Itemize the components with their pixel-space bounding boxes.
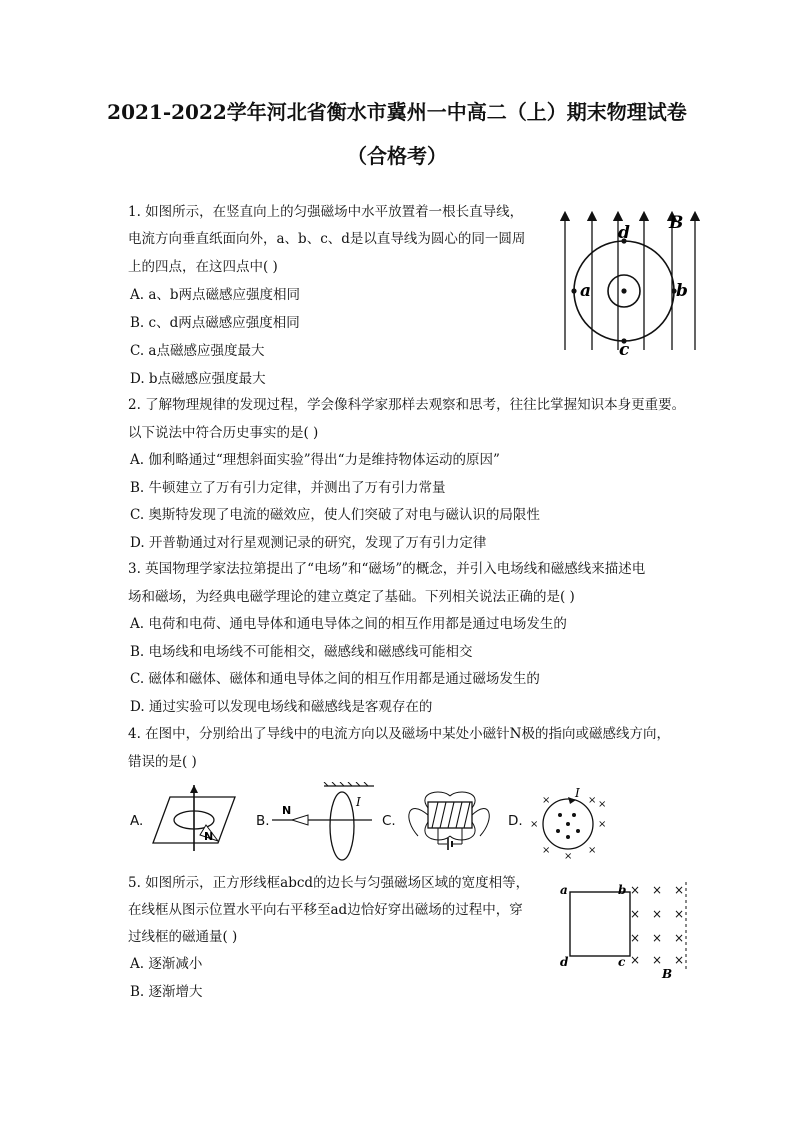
svg-text:×: × — [630, 953, 641, 967]
exam-subtitle: （合格考） — [347, 144, 447, 168]
q5-option-b: B. 逐渐增大 — [130, 984, 203, 1000]
svg-text:×: × — [630, 931, 641, 945]
q4-figure-b — [272, 782, 377, 862]
svg-text:×: × — [588, 795, 597, 806]
q4d-i-label: I — [575, 786, 580, 800]
q1-line-2: 电流方向垂直纸面向外，a、b、c、d是以直导线为圆心的同一圆周 — [128, 231, 526, 247]
svg-text:×: × — [542, 845, 551, 856]
q2-option-a: A. 伽利略通过“理想斜面实验”得出“力是维持物体运动的原因” — [130, 452, 500, 468]
q3-line-2: 场和磁场，为经典电磁学理论的建立奠定了基础。下列相关说法正确的是( ) — [128, 589, 575, 605]
q4b-n-label: N — [282, 804, 292, 817]
q1-line-1: 1. 如图所示，在竖直向上的匀强磁场中水平放置着一根长直导线， — [128, 204, 524, 220]
q3-line-1: 3. 英国物理学家法拉第提出了“电场”和“磁场”的概念，并引入电场线和磁感线来描述电 — [128, 561, 646, 577]
q4-figure-a — [150, 785, 240, 855]
q4-option-label-a: A. — [130, 813, 144, 829]
q5-line-1: 5. 如图所示，正方形线框abcd的边长与匀强磁场区域的宽度相等， — [128, 875, 530, 891]
q1-option-a: A. a、b两点磁感应强度相同 — [130, 287, 301, 303]
q3-option-c: C. 磁体和磁体、磁体和通电导体之间的相互作用都是通过磁场发生的 — [130, 671, 540, 687]
q1-option-b: B. c、d两点磁感应强度相同 — [130, 315, 300, 331]
svg-text:×: × — [674, 931, 685, 945]
q4-option-label-b: B. — [256, 813, 270, 829]
q4-option-label-d: D. — [508, 813, 523, 829]
q4-line-1: 4. 在图中，分别给出了导线中的电流方向以及磁场中某处小磁针N极的指向或磁感线方向， — [128, 726, 670, 742]
q4-line-2: 错误的是( ) — [128, 754, 197, 770]
q4-figure-d — [528, 785, 608, 860]
q1-label-B: B — [669, 213, 684, 233]
svg-text:×: × — [652, 931, 663, 945]
q1-label-d: d — [618, 223, 630, 243]
svg-text:×: × — [652, 953, 663, 967]
q1-line-3: 上的四点，在这四点中( ) — [128, 259, 278, 275]
svg-text:×: × — [630, 883, 641, 897]
q5-line-3: 过线框的磁通量( ) — [128, 929, 238, 945]
q4-figure-c — [398, 788, 498, 853]
q5-option-a: A. 逐渐减小 — [130, 956, 203, 972]
svg-text:×: × — [674, 883, 685, 897]
q2-option-d: D. 开普勒通过对行星观测记录的研究，发现了万有引力定律 — [130, 535, 487, 551]
q3-option-d: D. 通过实验可以发现电场线和磁感线是客观存在的 — [130, 699, 433, 715]
q2-option-c: C. 奥斯特发现了电流的磁效应，使人们突破了对电与磁认识的局限性 — [130, 507, 540, 523]
q2-line-1: 2. 了解物理规律的发现过程，学会像科学家那样去观察和思考，往往比掌握知识本身更重要。 — [128, 397, 686, 413]
q5-label-a: a — [560, 883, 568, 897]
svg-text:×: × — [588, 845, 597, 856]
exam-title: 2021-2022学年河北省衡水市冀州一中高二（上）期末物理试卷 — [107, 100, 687, 124]
q3-option-b: B. 电场线和电场线不可能相交，磁感线和磁感线可能相交 — [130, 644, 473, 660]
svg-text:×: × — [652, 883, 663, 897]
q1-figure — [560, 210, 700, 355]
svg-text:×: × — [674, 953, 685, 967]
svg-text:×: × — [598, 819, 607, 830]
svg-text:×: × — [530, 819, 539, 830]
q4-option-label-c: C. — [382, 813, 396, 829]
svg-text:×: × — [542, 795, 551, 806]
q1-option-d: D. b点磁感应强度最大 — [130, 371, 266, 387]
q5-figure — [556, 880, 696, 980]
q5-label-d: d — [560, 955, 569, 969]
svg-text:×: × — [598, 799, 607, 810]
q4b-i-label: I — [356, 795, 361, 809]
q2-option-b: B. 牛顿建立了万有引力定律，并测出了万有引力常量 — [130, 480, 446, 496]
q5-line-2: 在线框从图示位置水平向右平移至ad边恰好穿出磁场的过程中，穿 — [128, 902, 523, 918]
svg-text:×: × — [652, 907, 663, 921]
q2-line-2: 以下说法中符合历史事实的是( ) — [128, 425, 319, 441]
q1-label-c: c — [619, 340, 630, 355]
svg-text:×: × — [630, 907, 641, 921]
q1-label-b: b — [676, 281, 688, 301]
q3-option-a: A. 电荷和电荷、通电导体和通电导体之间的相互作用都是通过电场发生的 — [130, 616, 567, 632]
q1-label-a: a — [580, 281, 592, 301]
q1-option-c: C. a点磁感应强度最大 — [130, 343, 265, 359]
svg-text:×: × — [564, 851, 573, 860]
q5-label-c: c — [618, 955, 626, 969]
svg-text:×: × — [674, 907, 685, 921]
q5-label-B: B — [662, 967, 673, 980]
q5-label-b: b — [618, 883, 627, 897]
q4a-n-label: N — [204, 830, 214, 843]
